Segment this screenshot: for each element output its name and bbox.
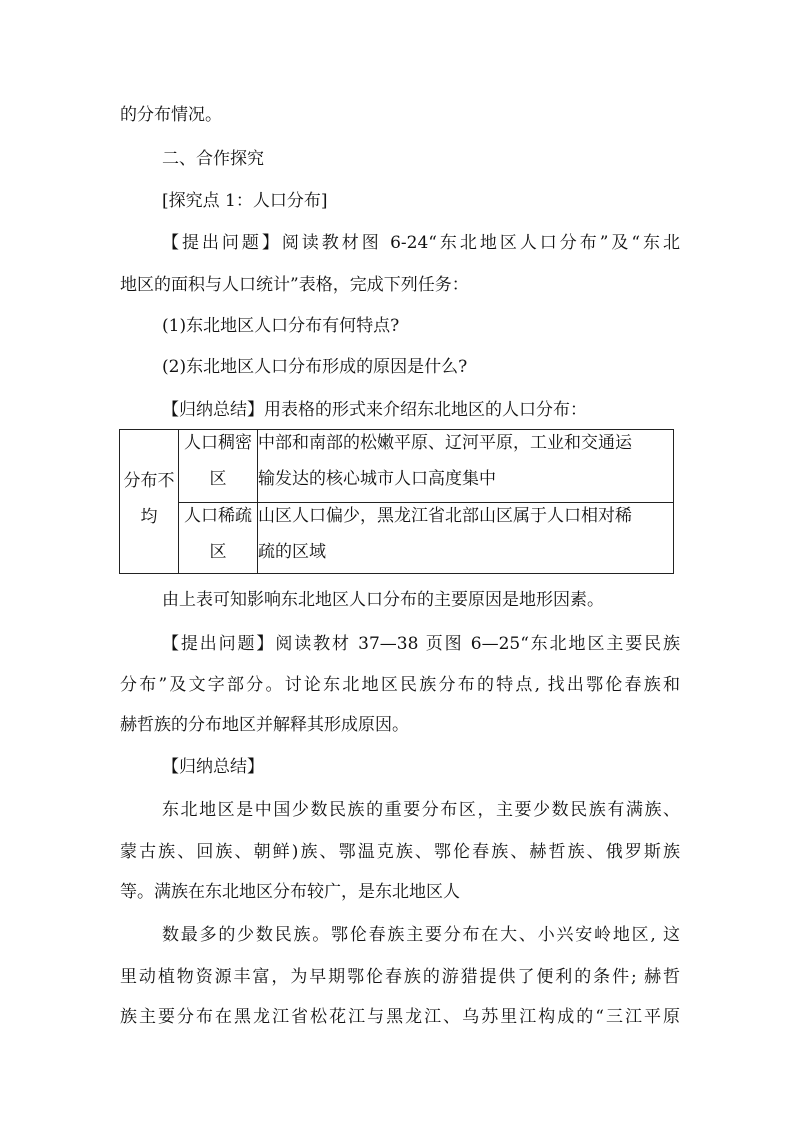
ethnic-paragraph-line-1: 东北地区是中国少数民族的重要分布区，主要少数民族有满族、 xyxy=(162,800,680,820)
ethnic-paragraph2-line-1: 数最多的少数民族。鄂伦春族主要分布在大、小兴安岭地区, 这 xyxy=(162,925,680,945)
section-heading: 二、合作探究 xyxy=(162,149,264,169)
subsection-heading: [探究点 1：人口分布] xyxy=(162,191,328,211)
type-label-line-2: 区 xyxy=(209,542,227,562)
task-2: (2)东北地区人口分布形成的原因是什么? xyxy=(162,357,468,377)
summary-intro: 【归纳总结】用表格的形式来介绍东北地区的人口分布： xyxy=(162,400,587,420)
table-category-cell xyxy=(120,430,178,573)
ethnic-paragraph-line-3: 等。满族在东北地区分布较广，是东北地区人 xyxy=(120,882,460,902)
question2-line-2: 分布”及文字部分。讨论东北地区民族分布的特点, 找出鄂伦春族和 xyxy=(120,675,680,695)
summary-heading: 【归纳总结】 xyxy=(162,757,264,777)
question2-line-1: 【提出问题】阅读教材 37—38 页图 6—25“东北地区主要民族 xyxy=(162,634,680,654)
table-row-type-sparse xyxy=(179,503,257,575)
ethnic-paragraph2-line-2: 里动植物资源丰富，为早期鄂伦春族的游猎提供了便利的条件; 赫哲 xyxy=(120,967,680,987)
table-row-type-dense xyxy=(179,430,257,502)
desc-line-2: 疏的区域 xyxy=(258,542,326,562)
desc-line-1: 中部和南部的松嫩平原、辽河平原，工业和交通运 xyxy=(258,433,632,453)
table-row-desc-sparse xyxy=(258,503,673,575)
table-conclusion: 由上表可知影响东北地区人口分布的主要原因是地形因素。 xyxy=(162,590,604,610)
type-label-line-1: 人口稀疏 xyxy=(184,506,252,526)
category-label-line-2: 均 xyxy=(140,507,158,527)
paragraph-continuation: 的分布情况。 xyxy=(120,105,222,125)
ethnic-paragraph-line-2: 蒙古族、回族、朝鲜)族、鄂温克族、鄂伦春族、赫哲族、俄罗斯族 xyxy=(120,842,680,862)
population-distribution-table xyxy=(119,429,674,574)
type-label-line-2: 区 xyxy=(209,469,227,489)
task-1: (1)东北地区人口分布有何特点? xyxy=(162,316,400,336)
question-line-2: 地区的面积与人口统计”表格，完成下列任务： xyxy=(120,275,469,295)
desc-line-1: 山区人口偏少，黑龙江省北部山区属于人口相对稀 xyxy=(258,506,632,526)
category-label-line-1: 分布不 xyxy=(123,471,175,491)
desc-line-2: 输发达的核心城市人口高度集中 xyxy=(258,469,496,489)
type-label-line-1: 人口稠密 xyxy=(184,433,252,453)
ethnic-paragraph2-line-3: 族主要分布在黑龙江省松花江与黑龙江、乌苏里江构成的“三江平原 xyxy=(120,1007,680,1027)
question2-line-3: 赫哲族的分布地区并解释其形成原因。 xyxy=(120,715,409,735)
question-line-1: 【提出问题】阅读教材图 6-24“东北地区人口分布”及“东北 xyxy=(162,233,680,253)
table-row-desc-dense xyxy=(258,430,673,502)
